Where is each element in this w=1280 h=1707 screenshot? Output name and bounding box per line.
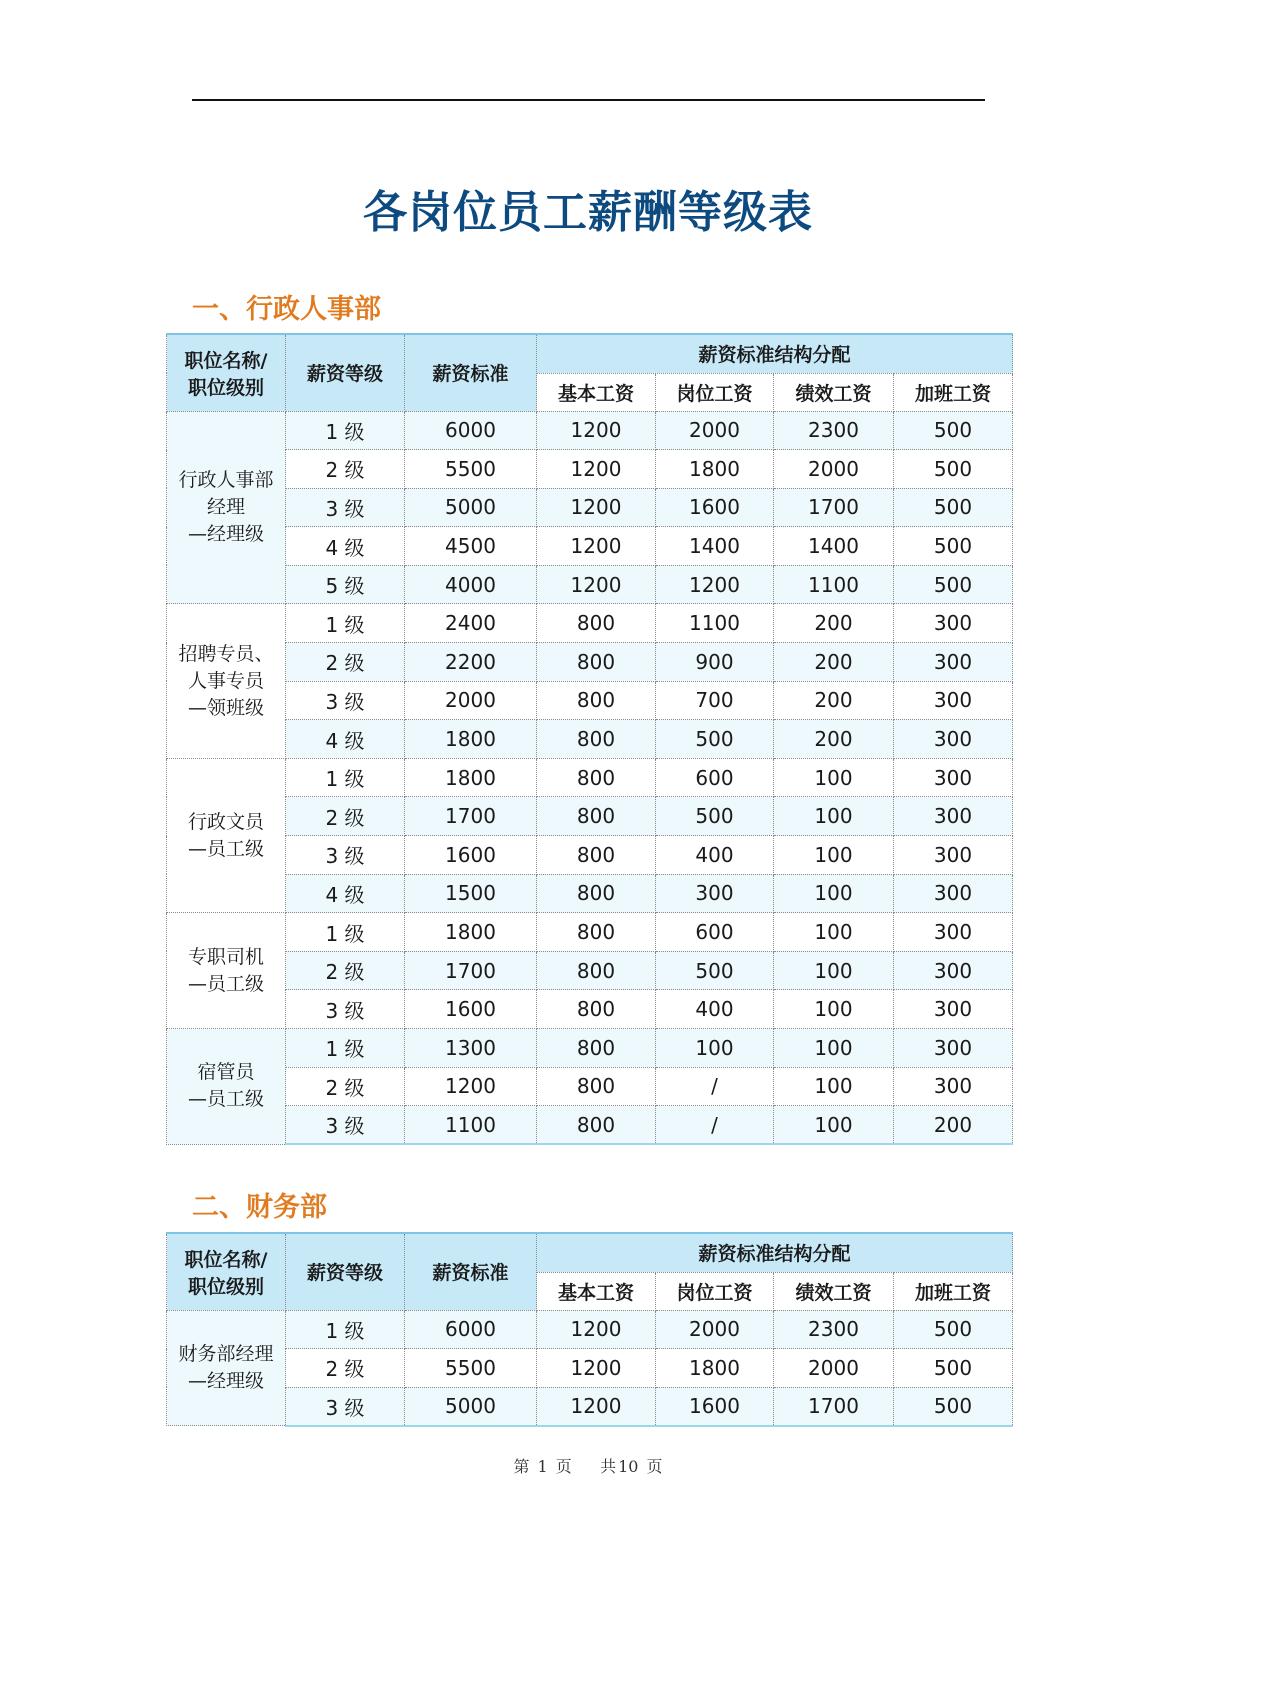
position-name-line: —经理级 [187,522,264,545]
table-row [167,1067,1013,1106]
position-name-line: —员工级 [187,1088,264,1111]
grade-cell: 1 级 [286,604,405,643]
grade-cell: 1 级 [286,411,405,450]
header-post: 岗位工资 [656,373,774,411]
basic-cell: 1200 [537,1387,656,1426]
performance-cell: 100 [774,1067,894,1106]
grade-cell: 4 级 [286,874,405,913]
post-cell: 600 [656,913,774,952]
performance-cell: 2000 [774,450,894,489]
document-title: 各岗位员工薪酬等级表 [363,187,813,238]
grade-cell: 3 级 [286,1387,405,1426]
performance-cell: 200 [774,643,894,682]
post-cell: 1200 [656,565,774,604]
standard-cell: 1800 [405,913,537,952]
post-cell: 400 [656,836,774,875]
overtime-cell: 500 [894,527,1013,566]
basic-cell: 800 [537,951,656,990]
standard-cell: 5500 [405,1349,537,1388]
grade-cell: 2 级 [286,1067,405,1106]
overtime-cell: 200 [894,1106,1013,1145]
overtime-cell: 500 [894,450,1013,489]
header-rule [192,99,985,101]
table-row [167,874,1013,913]
basic-cell: 800 [537,874,656,913]
performance-cell: 100 [774,758,894,797]
basic-cell: 1200 [537,450,656,489]
basic-cell: 1200 [537,527,656,566]
header-position-line1: 职位名称/ [184,1248,268,1271]
grade-cell: 4 级 [286,527,405,566]
table-row [167,604,1013,643]
post-cell: 400 [656,990,774,1029]
basic-cell: 800 [537,1106,656,1145]
basic-cell: 800 [537,681,656,720]
grade-cell: 3 级 [286,990,405,1029]
header-performance: 绩效工资 [774,1272,894,1310]
basic-cell: 800 [537,643,656,682]
position-name-line: 招聘专员、 [178,642,274,665]
header-position-line2: 职位级别 [187,376,264,399]
standard-cell: 1500 [405,874,537,913]
basic-cell: 1200 [537,488,656,527]
section-heading-admin-hr: 一、行政人事部 [192,294,381,325]
page-label-prefix: 第 [513,1457,530,1476]
header-overtime: 加班工资 [894,1272,1013,1310]
basic-cell: 800 [537,797,656,836]
performance-cell: 100 [774,797,894,836]
grade-cell: 2 级 [286,450,405,489]
performance-cell: 2300 [774,411,894,450]
total-label-suffix: 页 [646,1457,663,1476]
overtime-cell: 300 [894,604,1013,643]
standard-cell: 1200 [405,1067,537,1106]
standard-cell: 2000 [405,681,537,720]
overtime-cell: 300 [894,1029,1013,1068]
performance-cell: 1400 [774,527,894,566]
basic-cell: 800 [537,758,656,797]
basic-cell: 1200 [537,411,656,450]
performance-cell: 100 [774,836,894,875]
standard-cell: 1700 [405,951,537,990]
header-basic: 基本工资 [537,373,656,411]
header-basic: 基本工资 [537,1272,656,1310]
position-name-cell [167,411,286,604]
overtime-cell: 300 [894,681,1013,720]
table-row [167,565,1013,604]
grade-cell: 2 级 [286,1349,405,1388]
table-row [167,913,1013,952]
standard-cell: 1800 [405,758,537,797]
post-cell: 1600 [656,1387,774,1426]
table-row [167,488,1013,527]
performance-cell: 100 [774,1029,894,1068]
post-cell: 2000 [656,411,774,450]
grade-cell: 1 级 [286,758,405,797]
standard-cell: 1300 [405,1029,537,1068]
standard-cell: 6000 [405,411,537,450]
post-cell: 500 [656,720,774,759]
grade-cell: 1 级 [286,1029,405,1068]
table-row [167,1349,1013,1388]
basic-cell: 800 [537,604,656,643]
basic-cell: 1200 [537,565,656,604]
standard-cell: 5000 [405,488,537,527]
table-row [167,450,1013,489]
overtime-cell: 300 [894,758,1013,797]
overtime-cell: 300 [894,720,1013,759]
overtime-cell: 300 [894,951,1013,990]
grade-cell: 3 级 [286,681,405,720]
header-overtime: 加班工资 [894,373,1013,411]
header-performance: 绩效工资 [774,373,894,411]
grade-cell: 2 级 [286,643,405,682]
basic-cell: 800 [537,836,656,875]
position-name-line: 专职司机 [187,945,264,968]
standard-cell: 2200 [405,643,537,682]
overtime-cell: 300 [894,874,1013,913]
post-cell: 600 [656,758,774,797]
header-position-line2: 职位级别 [187,1275,264,1298]
performance-cell: 200 [774,681,894,720]
table-row [167,951,1013,990]
overtime-cell: 300 [894,836,1013,875]
overtime-cell: 300 [894,643,1013,682]
position-name-line: 财务部经理 [178,1342,274,1365]
grade-cell: 3 级 [286,1106,405,1145]
position-name-cell [167,1310,286,1426]
basic-cell: 800 [537,1067,656,1106]
post-cell: 500 [656,951,774,990]
post-cell: 1100 [656,604,774,643]
table-row [167,411,1013,450]
overtime-cell: 500 [894,565,1013,604]
post-cell: 300 [656,874,774,913]
header-position-line1: 职位名称/ [184,349,268,372]
table-row [167,1029,1013,1068]
grade-cell: 3 级 [286,836,405,875]
page-total: 10 [618,1457,639,1476]
table-row [167,681,1013,720]
standard-cell: 1600 [405,990,537,1029]
table-row [167,720,1013,759]
standard-cell: 4000 [405,565,537,604]
position-name-line: 人事专员 [187,669,264,692]
standard-cell: 1700 [405,797,537,836]
page-footer [0,1454,1176,1477]
salary-table-finance [166,1232,1013,1427]
grade-cell: 1 级 [286,1310,405,1349]
performance-cell: 100 [774,951,894,990]
position-name-line: —领班级 [187,696,264,719]
table-row [167,797,1013,836]
performance-cell: 100 [774,874,894,913]
salary-table-admin-hr [166,333,1013,1145]
grade-cell: 1 级 [286,913,405,952]
performance-cell: 2300 [774,1310,894,1349]
position-name-line: —员工级 [187,837,264,860]
performance-cell: 100 [774,913,894,952]
overtime-cell: 300 [894,990,1013,1029]
standard-cell: 1800 [405,720,537,759]
standard-cell: 2400 [405,604,537,643]
post-cell: 100 [656,1029,774,1068]
basic-cell: 800 [537,720,656,759]
standard-cell: 5500 [405,450,537,489]
overtime-cell: 500 [894,1349,1013,1388]
section-heading-finance: 二、财务部 [192,1192,327,1223]
page-label-suffix: 页 [555,1457,572,1476]
post-cell: 900 [656,643,774,682]
position-name-line: 经理 [206,495,245,518]
performance-cell: 100 [774,990,894,1029]
header-post: 岗位工资 [656,1272,774,1310]
table-row [167,758,1013,797]
table-row [167,1387,1013,1426]
overtime-cell: 500 [894,1310,1013,1349]
overtime-cell: 500 [894,488,1013,527]
position-name-line: 行政文员 [187,810,264,833]
post-cell: / [656,1067,774,1106]
post-cell: 1600 [656,488,774,527]
post-cell: 1400 [656,527,774,566]
table-row [167,527,1013,566]
position-name-cell [167,604,286,758]
basic-cell: 1200 [537,1310,656,1349]
table-row [167,990,1013,1029]
standard-cell: 1600 [405,836,537,875]
performance-cell: 200 [774,604,894,643]
performance-cell: 2000 [774,1349,894,1388]
position-name-line: —经理级 [187,1369,264,1392]
basic-cell: 800 [537,913,656,952]
position-name-cell [167,1029,286,1145]
position-name-line: —员工级 [187,972,264,995]
position-name-cell [167,758,286,912]
post-cell: / [656,1106,774,1145]
grade-cell: 2 级 [286,797,405,836]
performance-cell: 1700 [774,488,894,527]
grade-cell: 5 级 [286,565,405,604]
table-row [167,1310,1013,1349]
standard-cell: 1100 [405,1106,537,1145]
post-cell: 700 [656,681,774,720]
header-grade: 薪资等级 [286,1233,405,1310]
position-name-line: 宿管员 [197,1061,255,1084]
post-cell: 1800 [656,1349,774,1388]
page-current: 1 [537,1457,548,1476]
position-name-line: 行政人事部 [178,468,274,491]
header-position [167,1233,286,1310]
performance-cell: 100 [774,1106,894,1145]
overtime-cell: 500 [894,1387,1013,1426]
grade-cell: 2 级 [286,951,405,990]
grade-cell: 3 级 [286,488,405,527]
performance-cell: 1700 [774,1387,894,1426]
table-row [167,643,1013,682]
grade-cell: 4 级 [286,720,405,759]
table-row [167,1106,1013,1145]
post-cell: 500 [656,797,774,836]
total-label-prefix: 共 [600,1457,617,1476]
header-grade: 薪资等级 [286,334,405,411]
performance-cell: 1100 [774,565,894,604]
position-name-cell [167,913,286,1029]
header-standard: 薪资标准 [405,334,537,411]
post-cell: 2000 [656,1310,774,1349]
header-standard: 薪资标准 [405,1233,537,1310]
overtime-cell: 300 [894,913,1013,952]
standard-cell: 5000 [405,1387,537,1426]
header-position [167,334,286,411]
performance-cell: 200 [774,720,894,759]
basic-cell: 800 [537,990,656,1029]
table-row [167,836,1013,875]
overtime-cell: 500 [894,411,1013,450]
standard-cell: 6000 [405,1310,537,1349]
basic-cell: 800 [537,1029,656,1068]
header-structure: 薪资标准结构分配 [537,334,1013,373]
overtime-cell: 300 [894,1067,1013,1106]
post-cell: 1800 [656,450,774,489]
header-structure: 薪资标准结构分配 [537,1233,1013,1272]
overtime-cell: 300 [894,797,1013,836]
basic-cell: 1200 [537,1349,656,1388]
standard-cell: 4500 [405,527,537,566]
